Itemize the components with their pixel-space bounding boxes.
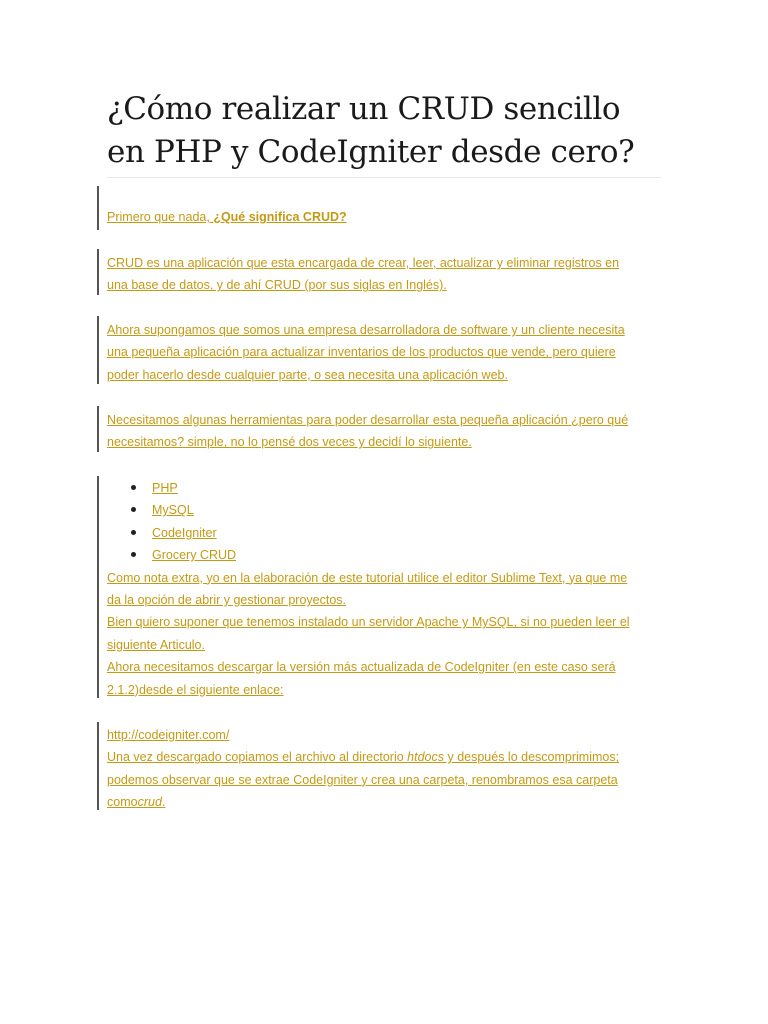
- scenario-line[interactable]: poder hacerlo desde cualquier parte, o sea necesita una aplicación web.: [107, 367, 508, 382]
- intro-question-link[interactable]: ¿Qué significa CRUD?: [213, 210, 347, 224]
- unpack-note-line[interactable]: podemos observar que se extrae CodeIgniter y crea una carpeta, renombramos esa carpeta: [107, 772, 618, 787]
- quote-bar: [97, 316, 99, 384]
- list-item: [107, 522, 667, 544]
- server-note-line[interactable]: siguiente Articulo.: [107, 637, 205, 652]
- list-item: [107, 544, 667, 566]
- crud-folder-link[interactable]: crud: [137, 795, 162, 810]
- editor-note-line[interactable]: Como nota extra, yo en la elaboración de este tutorial utilice el editor Sublime Text, ya que me: [107, 570, 628, 585]
- unpack-text-link[interactable]: .: [161, 795, 166, 810]
- crud-definition-line[interactable]: una base de datos, y de ahí CRUD (por sus siglas en Inglés).: [107, 278, 447, 293]
- crud-definition-line[interactable]: CRUD es una aplicación que esta encargada de crear, leer, actualizar y eliminar registros en: [107, 256, 620, 270]
- scenario-paragraph: [107, 319, 667, 386]
- tools-intro-line[interactable]: necesitamos? simple, no lo pensé dos veces y decidí lo siguiente.: [107, 435, 472, 450]
- quote-bar: [97, 476, 99, 698]
- server-note-line[interactable]: Bien quiero suponer que tenemos instalado un servidor Apache y MySQL, si no pueden leer el: [107, 615, 630, 630]
- intro-prefix-link[interactable]: Primero que nada,: [107, 210, 214, 224]
- unpack-note-line: [107, 746, 667, 768]
- quote-bar: [97, 406, 99, 452]
- bullet-icon: [131, 507, 136, 512]
- download-note-line[interactable]: Ahora necesitamos descargar la versión más actualizada de CodeIgniter (en este caso será: [107, 660, 616, 675]
- tools-intro-line[interactable]: Necesitamos algunas herramientas para poder desarrollar esta pequeña aplicación ¿pero qué: [107, 413, 629, 427]
- unpack-note-line: [107, 791, 667, 813]
- tool-link-codeigniter[interactable]: CodeIgniter: [152, 525, 217, 540]
- list-item: [107, 499, 667, 521]
- bullet-icon: [131, 552, 136, 557]
- tool-link-grocery-crud[interactable]: Grocery CRUD: [152, 548, 237, 563]
- list-item: [107, 477, 667, 499]
- tools-section: [107, 477, 667, 701]
- unpack-text-link[interactable]: como: [107, 795, 138, 810]
- download-section: [107, 724, 667, 814]
- unpack-text-link[interactable]: Una vez descargado copiamos el archivo al directorio: [107, 750, 408, 765]
- tool-link-mysql[interactable]: MySQL: [152, 503, 194, 518]
- quote-bar: [97, 186, 99, 230]
- tools-list: [107, 477, 667, 567]
- scenario-line[interactable]: una pequeña aplicación para actualizar inventarios de los productos que vende, pero quiere: [107, 345, 616, 360]
- unpack-text-link[interactable]: y después lo descomprimimos;: [444, 750, 620, 765]
- page-title: ¿Cómo realizar un CRUD sencillo en PHP y CodeIgniter desde cero?: [107, 91, 635, 170]
- crud-definition-paragraph: [107, 252, 667, 297]
- intro-paragraph: [107, 206, 667, 228]
- title-divider: [107, 177, 661, 178]
- quote-bar: [97, 249, 99, 295]
- codeigniter-url-link[interactable]: http://codeigniter.com/: [107, 728, 230, 742]
- bullet-icon: [131, 530, 136, 535]
- htdocs-link[interactable]: htdocs: [407, 750, 444, 765]
- quote-bar: [97, 722, 99, 810]
- tools-intro-paragraph: [107, 409, 667, 454]
- bullet-icon: [131, 485, 136, 490]
- tool-link-php[interactable]: PHP: [152, 481, 178, 495]
- editor-note-line[interactable]: da la opción de abrir y gestionar proyectos.: [107, 592, 347, 607]
- scenario-line[interactable]: Ahora supongamos que somos una empresa desarrolladora de software y un cliente necesita: [107, 323, 625, 337]
- download-note-line[interactable]: 2.1.2)desde el siguiente enlace:: [107, 682, 284, 697]
